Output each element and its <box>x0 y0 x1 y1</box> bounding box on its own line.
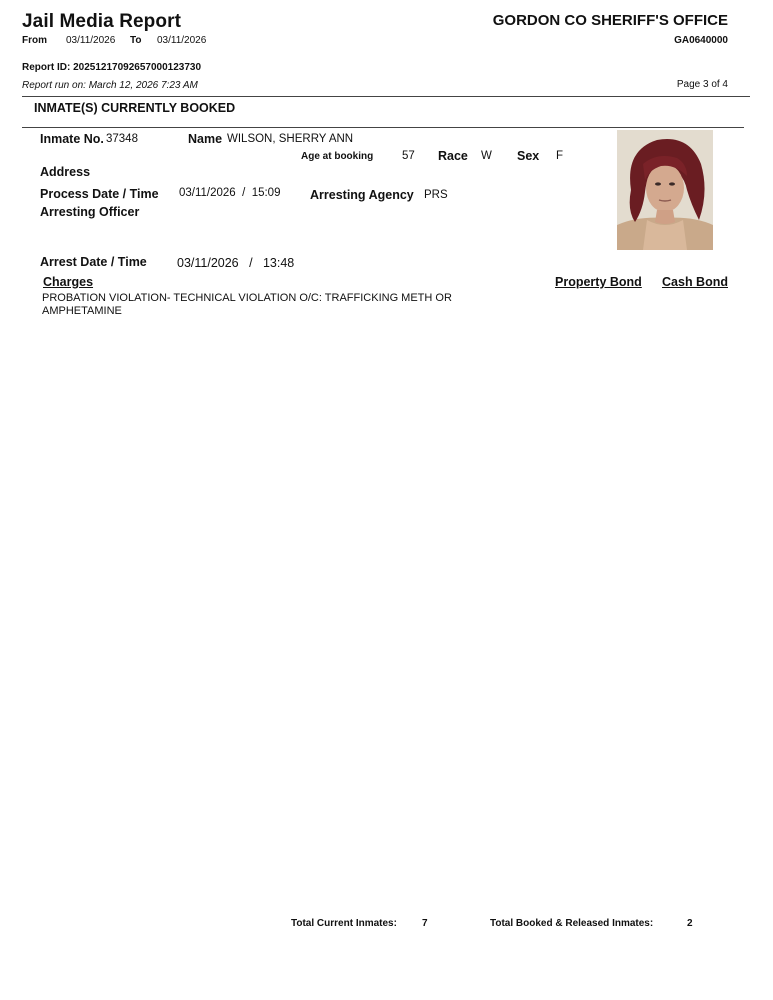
report-id-label: Report ID: <box>22 62 71 73</box>
agency-name: GORDON CO SHERIFF'S OFFICE <box>492 12 728 29</box>
mugshot-image <box>617 130 713 250</box>
arresting-agency-label: Arresting Agency <box>310 188 414 202</box>
cash-bond-header: Cash Bond <box>662 275 728 289</box>
header-divider <box>22 96 750 97</box>
sex-value: F <box>556 150 564 162</box>
race-value: W <box>481 150 492 162</box>
report-id <box>22 62 201 73</box>
process-date-time <box>179 187 280 199</box>
total-current-value: 7 <box>422 918 428 929</box>
arrest-label: Arrest Date / Time <box>40 255 147 269</box>
arrest-time: 13:48 <box>262 256 295 270</box>
report-run-on <box>22 80 198 91</box>
page-indicator: Page 3 of 4 <box>676 79 728 90</box>
arrest-separator: / <box>249 256 253 270</box>
inmate-no-value: 37348 <box>106 133 138 145</box>
inmate-no-label: Inmate No. <box>40 132 104 146</box>
total-booked-released-label: Total Booked & Released Inmates: <box>490 918 654 929</box>
total-current-label: Total Current Inmates: <box>291 918 397 929</box>
inmate-photo <box>617 130 713 250</box>
age-label: Age at booking <box>301 151 374 162</box>
race-label: Race <box>438 149 468 163</box>
arrest-date: 03/11/2026 <box>177 256 239 270</box>
from-date: 03/11/2026 <box>66 35 116 46</box>
arresting-agency-value: PRS <box>424 189 448 201</box>
age-value: 57 <box>402 150 415 162</box>
process-separator: / <box>242 187 246 199</box>
charge-description: PROBATION VIOLATION- TECHNICAL VIOLATION O/C: TRAFFICKING METH OR AMPHETAMINE <box>42 292 452 317</box>
section-divider <box>22 127 744 128</box>
address-label: Address <box>40 165 91 179</box>
report-id-value: 20251217092657000123730 <box>73 62 202 73</box>
process-label: Process Date / Time <box>40 187 159 201</box>
from-label: From <box>22 35 47 46</box>
section-title: INMATE(S) CURRENTLY BOOKED <box>34 101 236 115</box>
run-on-label: Report run on: <box>22 80 86 91</box>
run-on-value: March 12, 2026 7:23 AM <box>88 80 198 91</box>
name-label: Name <box>188 132 223 146</box>
arresting-officer-label: Arresting Officer <box>40 205 140 219</box>
process-date: 03/11/2026 <box>179 187 236 199</box>
sex-label: Sex <box>517 149 540 163</box>
to-label: To <box>130 35 142 46</box>
charges-header: Charges <box>43 275 94 289</box>
agency-code: GA0640000 <box>674 35 728 46</box>
process-time: 15:09 <box>251 187 281 199</box>
report-title: Jail Media Report <box>22 11 182 32</box>
name-value: WILSON, SHERRY ANN <box>227 133 354 145</box>
total-booked-released-value: 2 <box>687 918 693 929</box>
property-bond-header: Property Bond <box>555 275 642 289</box>
to-date: 03/11/2026 <box>157 35 207 46</box>
arrest-date-time <box>177 256 294 270</box>
